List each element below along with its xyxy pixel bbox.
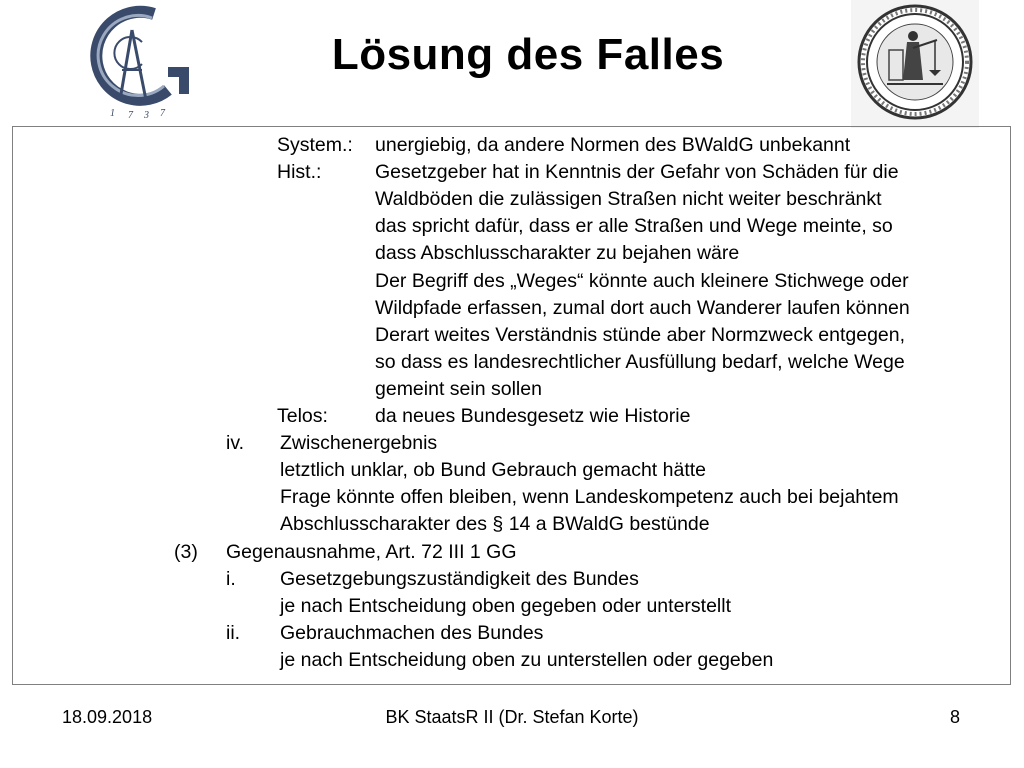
- content-line-text: Der Begriff des „Weges“ könnte auch kleinere Stichwege oder: [375, 269, 909, 292]
- content-line-text: letztlich unklar, ob Bund Gebrauch gemacht hätte: [280, 459, 707, 482]
- logo-year-digit: 3: [144, 110, 149, 121]
- content-line-text: Gegenausnahme, Art. 72 III 1 GG: [226, 540, 517, 563]
- content-line-text: so dass es landesrechtlicher Ausfüllung bedarf, welche Wege: [375, 350, 905, 373]
- content-line-label: System.:: [277, 134, 353, 156]
- content-line-text: Gesetzgebungszuständigkeit des Bundes: [280, 567, 639, 590]
- page-number: 8: [950, 707, 961, 727]
- content-line-label: (3): [174, 540, 198, 563]
- content-line-text: je nach Entscheidung oben zu unterstellen oder gegeben: [280, 648, 774, 671]
- content-line-label: ii.: [226, 621, 241, 644]
- content-line-text: je nach Entscheidung oben gegeben oder unterstellt: [280, 594, 732, 617]
- content-line-text: Gesetzgeber hat in Kenntnis der Gefahr von Schäden für die: [375, 161, 899, 184]
- content-line-text: Wildpfade erfassen, zumal dort auch Wanderer laufen können: [375, 296, 910, 319]
- content-line-text: dass Abschlusscharakter zu bejahen wäre: [375, 242, 740, 265]
- content-line-text: Abschlusscharakter des § 14 a BWaldG bestünde: [280, 513, 710, 536]
- content-line-label: i.: [226, 567, 236, 590]
- logo-year-digit: 7: [160, 108, 165, 119]
- content-line-text: gemeint sein sollen: [375, 377, 542, 400]
- logo-year-digit: 7: [128, 110, 133, 121]
- seal-icon: [851, 0, 979, 128]
- content-line-text: das spricht dafür, dass er alle Straßen und Wege meinte, so: [375, 215, 893, 238]
- footer-date: 18.09.2018: [62, 707, 153, 727]
- content-line-text: Frage könnte offen bleiben, wenn Landeskompetenz auch bei bejahtem: [280, 486, 899, 509]
- content-line-text: unergiebig, da andere Normen des BWaldG unbekannt: [375, 134, 851, 156]
- content-line-label: iv.: [226, 432, 245, 455]
- content-line-text: Gebrauchmachen des Bundes: [280, 621, 544, 644]
- slide-title: Lösung des Falles: [331, 30, 725, 79]
- content-line-text: Zwischenergebnis: [280, 432, 438, 455]
- content-box: [12, 126, 1011, 685]
- content-line-text: Derart weites Verständnis stünde aber Normzweck entgegen,: [375, 323, 906, 346]
- logo-year-digit: 1: [110, 108, 115, 119]
- footer-center: BK StaatsR II (Dr. Stefan Korte): [385, 707, 639, 727]
- content-line-label: Telos:: [277, 405, 328, 427]
- content-line-text: Waldböden die zulässigen Straßen nicht weiter beschränkt: [375, 188, 882, 211]
- content-line-text: da neues Bundesgesetz wie Historie: [375, 405, 691, 427]
- content-line-label: Hist.:: [277, 161, 322, 184]
